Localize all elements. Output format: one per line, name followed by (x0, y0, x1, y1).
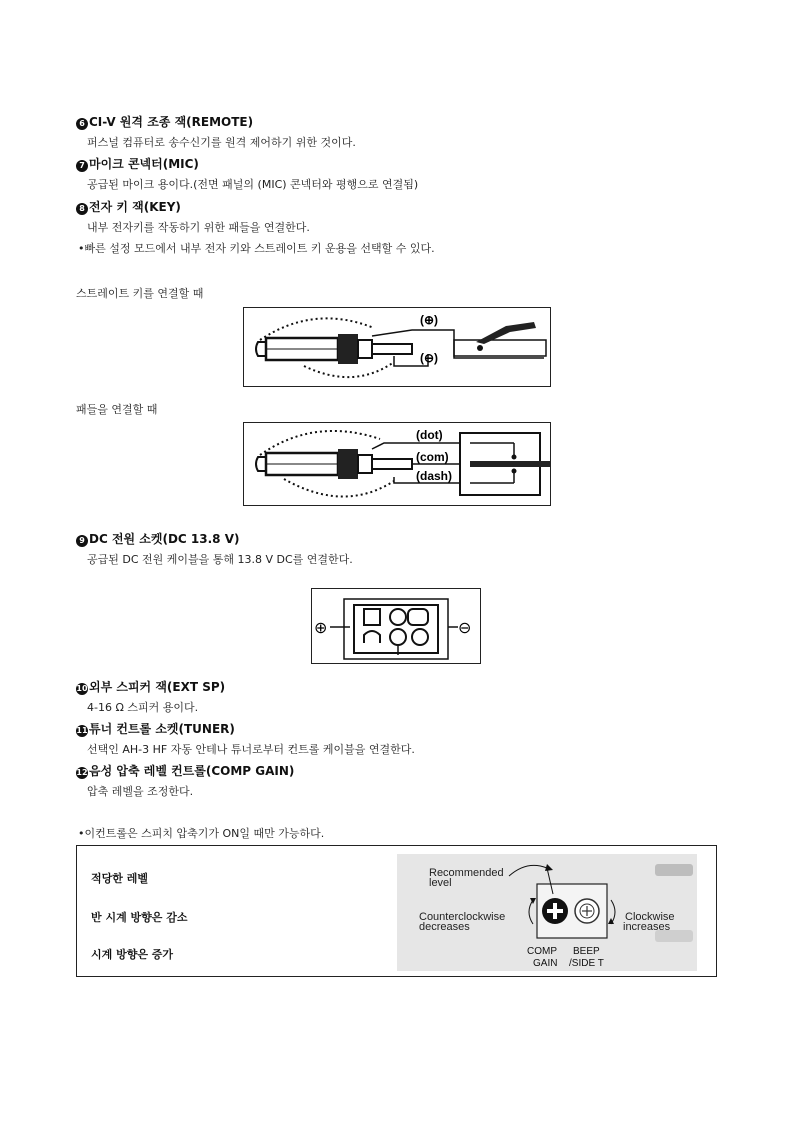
recommended-label-1: Recommended (429, 867, 504, 879)
cw-label-2: increases (623, 921, 671, 933)
socket-minus-icon: ⊖ (458, 620, 472, 637)
knob-beep-label-2: /SIDE T (569, 958, 604, 969)
section-compgain-heading (76, 762, 294, 779)
straight-key-caption: 스트레이트 키를 연결할 때 (76, 287, 204, 300)
comp-gain-panel-figure (397, 854, 697, 971)
cw-label-1: Clockwise (625, 911, 675, 923)
ccw-label-2: decreases (419, 921, 470, 933)
section-dc-text: 공급된 DC 전원 케이블을 통해 13.8 V DC를 연결한다. (87, 553, 353, 566)
knob-comp-label-1: COMP (527, 946, 557, 957)
section-compgain-text: 압축 레벨을 조정한다. (87, 785, 194, 798)
section-number: 8 (76, 203, 88, 215)
label-plus: (⊕) (420, 313, 439, 327)
section-remote-heading (76, 113, 253, 130)
section-extsp-text: 4-16 Ω 스피커 용이다. (87, 701, 199, 714)
section-mic-text: 공급된 마이크 용이다.(전면 패널의 (MIC) 콘넥터와 평행으로 연결됨) (87, 178, 419, 191)
section-number: 12 (76, 768, 88, 777)
section-compgain-note (78, 825, 324, 841)
knob-comp-label-2: GAIN (533, 958, 558, 969)
section-dc-heading (76, 530, 239, 547)
note-text: 빠른 설정 모드에서 내부 전자 키와 스트레이트 키 운용을 선택할 수 있다. (84, 242, 435, 255)
paddle-diagram (243, 422, 551, 506)
comp-gain-box (76, 845, 717, 977)
straight-key-diagram (243, 307, 551, 387)
section-key-note (78, 240, 435, 256)
heading-text: 마이크 콘넥터(MIC) (89, 157, 199, 171)
paddle-caption: 패들을 연결할 때 (76, 403, 158, 416)
section-number: 9 (76, 535, 88, 547)
heading-text: DC 전원 소켓(DC 13.8 V) (89, 532, 240, 546)
label-com: (com) (416, 450, 449, 464)
recommended-label-2: level (429, 877, 452, 889)
section-extsp-heading (76, 678, 225, 695)
label-minus: (⊖) (420, 351, 439, 365)
section-tuner-text: 선택인 AH-3 HF 자동 안테나 튜너로부터 컨트롤 케이블을 연결한다. (87, 743, 415, 756)
section-number: 11 (76, 726, 88, 735)
socket-plus-icon: ⊕ (314, 620, 328, 637)
label-cw-increase: 시계 방향은 증가 (91, 948, 174, 961)
bullet-icon: • (78, 242, 85, 255)
label-ccw-decrease: 반 시계 방향은 감소 (91, 911, 188, 924)
label-recommended-level: 적당한 레벨 (91, 872, 148, 885)
knob-beep-label-1: BEEP (573, 946, 600, 957)
section-remote-text: 퍼스널 컴퓨터로 송수신기를 원격 제어하기 위한 것이다. (87, 136, 356, 149)
heading-text: 외부 스피커 잭(EXT SP) (89, 680, 226, 694)
heading-text: 튜너 컨트롤 소켓(TUNER) (89, 722, 235, 736)
note-text: 이컨트롤은 스피치 압축기가 ON일 때만 가능하다. (84, 827, 325, 840)
section-number: 7 (76, 160, 88, 172)
label-dot: (dot) (416, 428, 443, 442)
dc-socket-diagram (311, 588, 481, 664)
section-key-text: 내부 전자키를 작동하기 위한 패들을 연결한다. (87, 221, 310, 234)
section-number: 6 (76, 118, 88, 130)
section-number: 10 (76, 684, 88, 693)
heading-text: 전자 키 잭(KEY) (89, 200, 181, 214)
section-mic-heading (76, 155, 199, 172)
bullet-icon: • (78, 827, 85, 840)
heading-text: 음성 압축 레벨 컨트롤(COMP GAIN) (89, 764, 295, 778)
section-tuner-heading (76, 720, 235, 737)
section-key-heading (76, 198, 181, 215)
heading-text: CI-V 원격 조종 잭(REMOTE) (89, 115, 254, 129)
label-dash: (dash) (416, 469, 452, 483)
ccw-label-1: Counterclockwise (419, 911, 506, 923)
